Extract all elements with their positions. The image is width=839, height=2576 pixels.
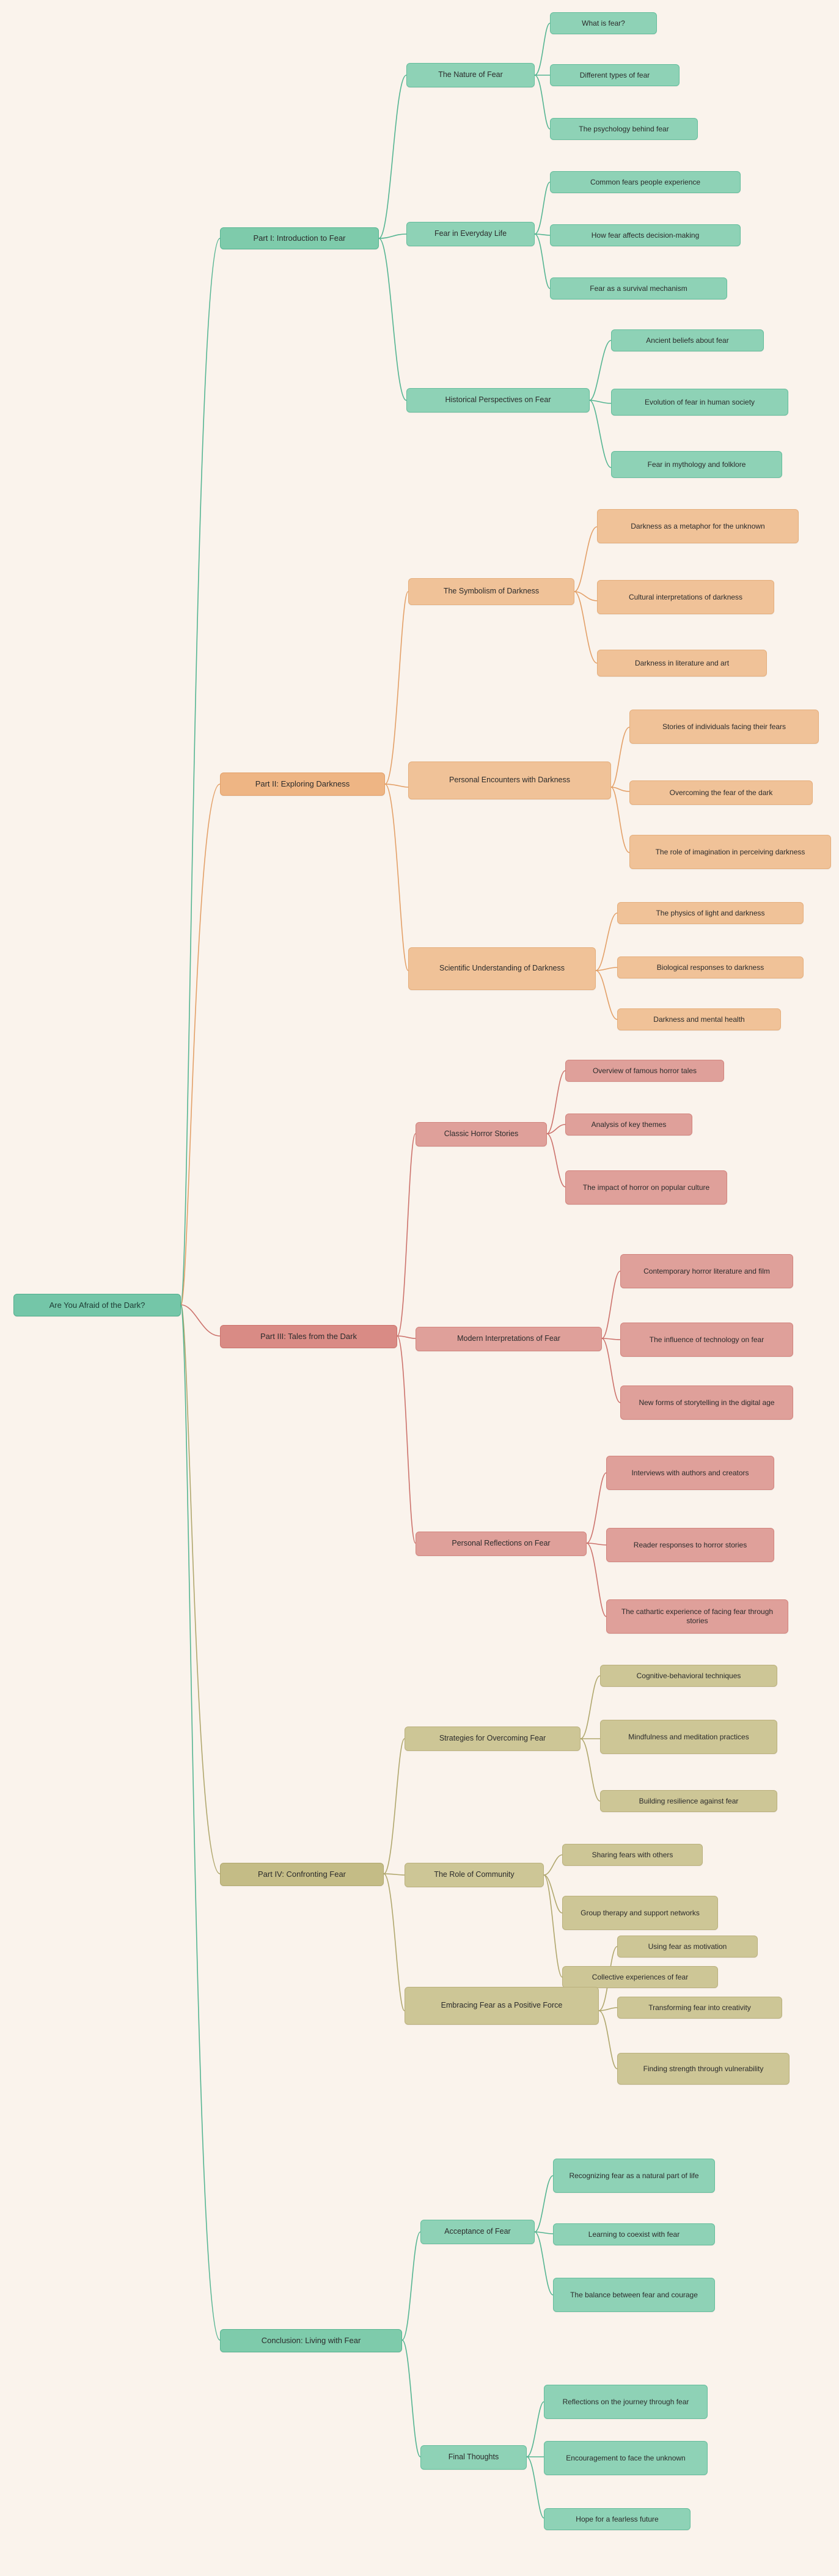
leaf-node[interactable]: Different types of fear <box>550 64 680 86</box>
topic-node-personal-encounters[interactable]: Personal Encounters with Darkness <box>408 761 611 799</box>
leaf-node[interactable]: Sharing fears with others <box>562 1844 703 1866</box>
leaf-node[interactable]: Analysis of key themes <box>565 1114 692 1136</box>
topic-node-acceptance-of-fear[interactable]: Acceptance of Fear <box>420 2220 535 2244</box>
leaf-node[interactable]: Ancient beliefs about fear <box>611 329 764 351</box>
branch-node-part-1[interactable]: Part I: Introduction to Fear <box>220 227 379 249</box>
branch-node-conclusion[interactable]: Conclusion: Living with Fear <box>220 2329 402 2352</box>
leaf-node[interactable]: Stories of individuals facing their fears <box>629 710 819 744</box>
leaf-node[interactable]: Darkness and mental health <box>617 1008 781 1030</box>
leaf-node[interactable]: Using fear as motivation <box>617 1936 758 1958</box>
root-node[interactable]: Are You Afraid of the Dark? <box>13 1294 181 1316</box>
topic-node-role-of-community[interactable]: The Role of Community <box>405 1863 544 1887</box>
leaf-node[interactable]: Interviews with authors and creators <box>606 1456 774 1490</box>
leaf-node[interactable]: The impact of horror on popular culture <box>565 1170 727 1205</box>
leaf-node[interactable]: How fear affects decision-making <box>550 224 741 246</box>
leaf-node[interactable]: The role of imagination in perceiving darkness <box>629 835 831 869</box>
leaf-node[interactable]: New forms of storytelling in the digital age <box>620 1385 793 1420</box>
leaf-node[interactable]: Building resilience against fear <box>600 1790 777 1812</box>
topic-node-personal-reflections[interactable]: Personal Reflections on Fear <box>416 1532 587 1556</box>
leaf-node[interactable]: The psychology behind fear <box>550 118 698 140</box>
leaf-node[interactable]: Darkness as a metaphor for the unknown <box>597 509 799 543</box>
leaf-node[interactable]: Recognizing fear as a natural part of life <box>553 2159 715 2193</box>
leaf-node[interactable]: Contemporary horror literature and film <box>620 1254 793 1288</box>
leaf-node[interactable]: Learning to coexist with fear <box>553 2223 715 2245</box>
leaf-node[interactable]: Evolution of fear in human society <box>611 389 788 416</box>
branch-node-part-2[interactable]: Part II: Exploring Darkness <box>220 772 385 796</box>
leaf-node[interactable]: Cultural interpretations of darkness <box>597 580 774 614</box>
leaf-node[interactable]: Reflections on the journey through fear <box>544 2385 708 2419</box>
topic-node-nature-of-fear[interactable]: The Nature of Fear <box>406 63 535 87</box>
leaf-node[interactable]: Common fears people experience <box>550 171 741 193</box>
branch-node-part-3[interactable]: Part III: Tales from the Dark <box>220 1325 397 1348</box>
leaf-node[interactable]: Fear as a survival mechanism <box>550 277 727 299</box>
leaf-node[interactable]: Collective experiences of fear <box>562 1966 718 1988</box>
leaf-node[interactable]: Finding strength through vulnerability <box>617 2053 790 2085</box>
leaf-node[interactable]: Mindfulness and meditation practices <box>600 1720 777 1754</box>
leaf-node[interactable]: Overcoming the fear of the dark <box>629 780 813 805</box>
leaf-node[interactable]: Fear in mythology and folklore <box>611 451 782 478</box>
topic-node-historical-perspectives[interactable]: Historical Perspectives on Fear <box>406 388 590 413</box>
topic-node-symbolism-of-darkness[interactable]: The Symbolism of Darkness <box>408 578 574 605</box>
leaf-node[interactable]: Group therapy and support networks <box>562 1896 718 1930</box>
leaf-node[interactable]: Encouragement to face the unknown <box>544 2441 708 2475</box>
leaf-node[interactable]: What is fear? <box>550 12 657 34</box>
topic-node-scientific-understanding[interactable]: Scientific Understanding of Darkness <box>408 947 596 990</box>
topic-node-modern-interpretations[interactable]: Modern Interpretations of Fear <box>416 1327 602 1351</box>
topic-node-strategies-overcoming-fear[interactable]: Strategies for Overcoming Fear <box>405 1727 581 1751</box>
leaf-node[interactable]: Cognitive-behavioral techniques <box>600 1665 777 1687</box>
leaf-node[interactable]: Hope for a fearless future <box>544 2508 691 2530</box>
topic-node-embracing-fear[interactable]: Embracing Fear as a Positive Force <box>405 1987 599 2025</box>
topic-node-classic-horror-stories[interactable]: Classic Horror Stories <box>416 1122 547 1147</box>
leaf-node[interactable]: Reader responses to horror stories <box>606 1528 774 1562</box>
leaf-node[interactable]: Transforming fear into creativity <box>617 1997 782 2019</box>
leaf-node[interactable]: The balance between fear and courage <box>553 2278 715 2312</box>
leaf-node[interactable]: Overview of famous horror tales <box>565 1060 724 1082</box>
leaf-node[interactable]: The cathartic experience of facing fear through stories <box>606 1599 788 1634</box>
branch-node-part-4[interactable]: Part IV: Confronting Fear <box>220 1863 384 1886</box>
leaf-node[interactable]: The physics of light and darkness <box>617 902 804 924</box>
topic-node-final-thoughts[interactable]: Final Thoughts <box>420 2445 527 2470</box>
topic-node-fear-in-everyday-life[interactable]: Fear in Everyday Life <box>406 222 535 246</box>
leaf-node[interactable]: Biological responses to darkness <box>617 956 804 978</box>
leaf-node[interactable]: Darkness in literature and art <box>597 650 767 677</box>
leaf-node[interactable]: The influence of technology on fear <box>620 1323 793 1357</box>
